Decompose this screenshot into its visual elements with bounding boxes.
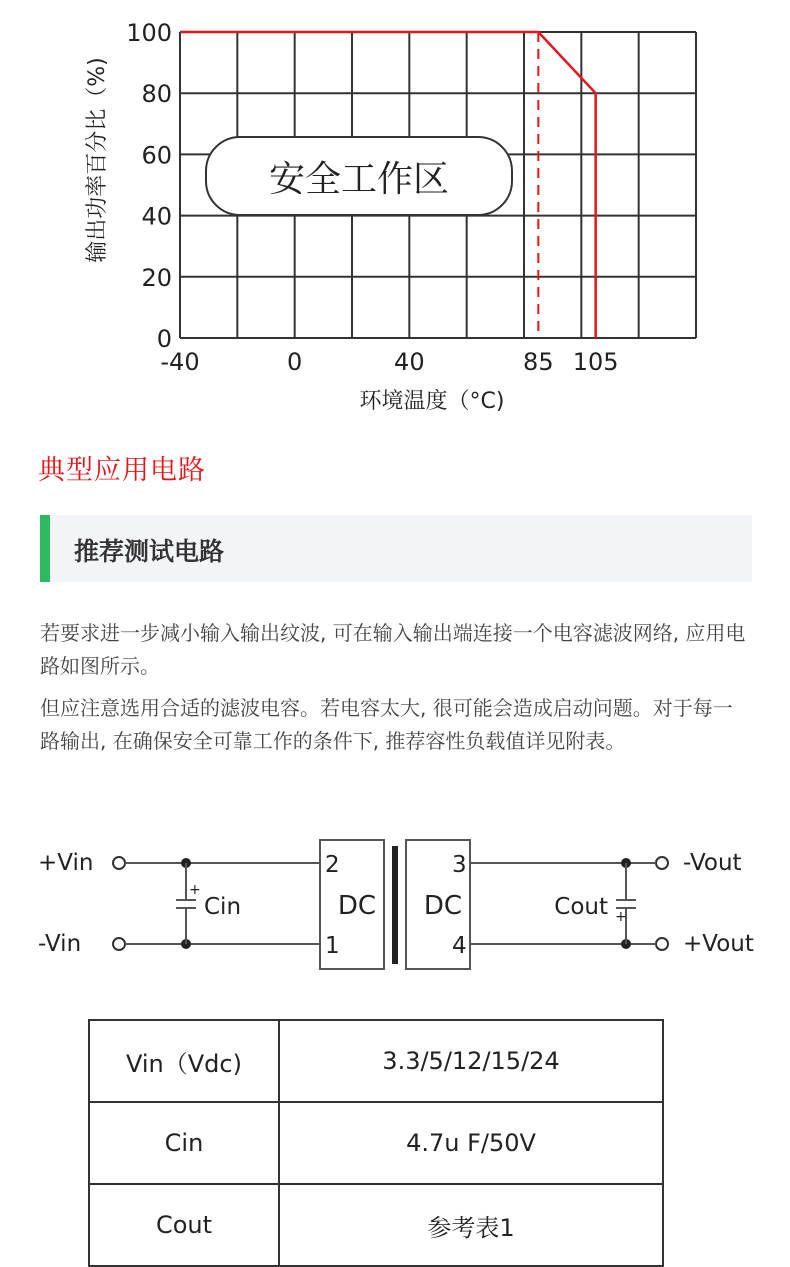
table-cell: 3.3/5/12/15/24: [279, 1020, 663, 1102]
cout-capacitor: [616, 863, 636, 944]
x-tick-label: 40: [394, 348, 425, 376]
circuit-diagram: [0, 820, 790, 990]
vout-pos-label: +Vout: [683, 931, 754, 957]
y-tick-label: 100: [126, 19, 172, 47]
subheader: [40, 515, 752, 582]
vin-pos-label: +Vin: [38, 850, 94, 876]
vin-neg-label: -Vin: [38, 931, 82, 957]
paragraph-2: 但应注意选用合适的滤波电容。若电容太大, 很可能会造成启动问题。对于每一路输出, 在确保安全可靠工作的条件下, 推荐容性负载值详见附表。: [40, 696, 733, 753]
dc-label-right: DC: [423, 891, 463, 921]
cin-capacitor: [176, 863, 196, 944]
isolation-bar: [392, 846, 398, 964]
terminal-vout-neg: [656, 857, 668, 869]
table-row: [89, 1184, 663, 1266]
x-axis-label: 环境温度（°C): [359, 389, 505, 414]
table-cell: Cout: [89, 1184, 279, 1266]
table-cell: 参考表1: [279, 1184, 663, 1266]
cin-polarity: +: [189, 882, 201, 898]
terminal-vout-pos: [656, 938, 668, 950]
paragraph-1: 若要求进一步减小输入输出纹波, 可在输入输出端连接一个电容滤波网络, 应用电路如图所示。: [40, 621, 746, 678]
capacitor-spec-table: [88, 1019, 664, 1267]
pin-2: 2: [325, 852, 340, 878]
y-tick-label: 20: [141, 263, 172, 292]
terminal-vin-pos: [113, 857, 125, 869]
terminal-vin-neg: [113, 938, 125, 950]
table-cell: Cin: [89, 1102, 279, 1184]
cout-polarity: +: [615, 909, 627, 925]
pin-4: 4: [452, 933, 467, 959]
table-cell: 4.7u F/50V: [279, 1102, 663, 1184]
y-tick-label: 80: [141, 80, 172, 109]
y-tick-label: 40: [141, 202, 172, 231]
table-row: [89, 1020, 663, 1102]
table-row: [89, 1102, 663, 1184]
y-tick-label: 0: [156, 325, 172, 353]
x-tick-label: -40: [160, 348, 200, 376]
x-tick-label: 105: [572, 348, 619, 376]
cout-label: Cout: [554, 894, 608, 920]
y-axis-label: 输出功率百分比（%): [85, 57, 110, 263]
table-cell: Vin（Vdc): [89, 1020, 279, 1102]
x-tick-label: 0: [287, 348, 303, 376]
pin-3: 3: [452, 852, 467, 878]
pin-1: 1: [325, 933, 340, 959]
subheader-title: 推荐测试电路: [74, 537, 225, 566]
safe-zone-label: 安全工作区: [268, 159, 450, 200]
dc-label-left: DC: [337, 891, 377, 921]
vout-neg-label: -Vout: [683, 850, 742, 876]
derating-chart: [0, 0, 790, 430]
section-title: 典型应用电路: [38, 455, 206, 486]
subheader-accent-bar: [40, 515, 50, 582]
cin-label: Cin: [204, 894, 242, 920]
y-tick-label: 60: [141, 141, 172, 170]
x-tick-label: 85: [523, 348, 554, 376]
